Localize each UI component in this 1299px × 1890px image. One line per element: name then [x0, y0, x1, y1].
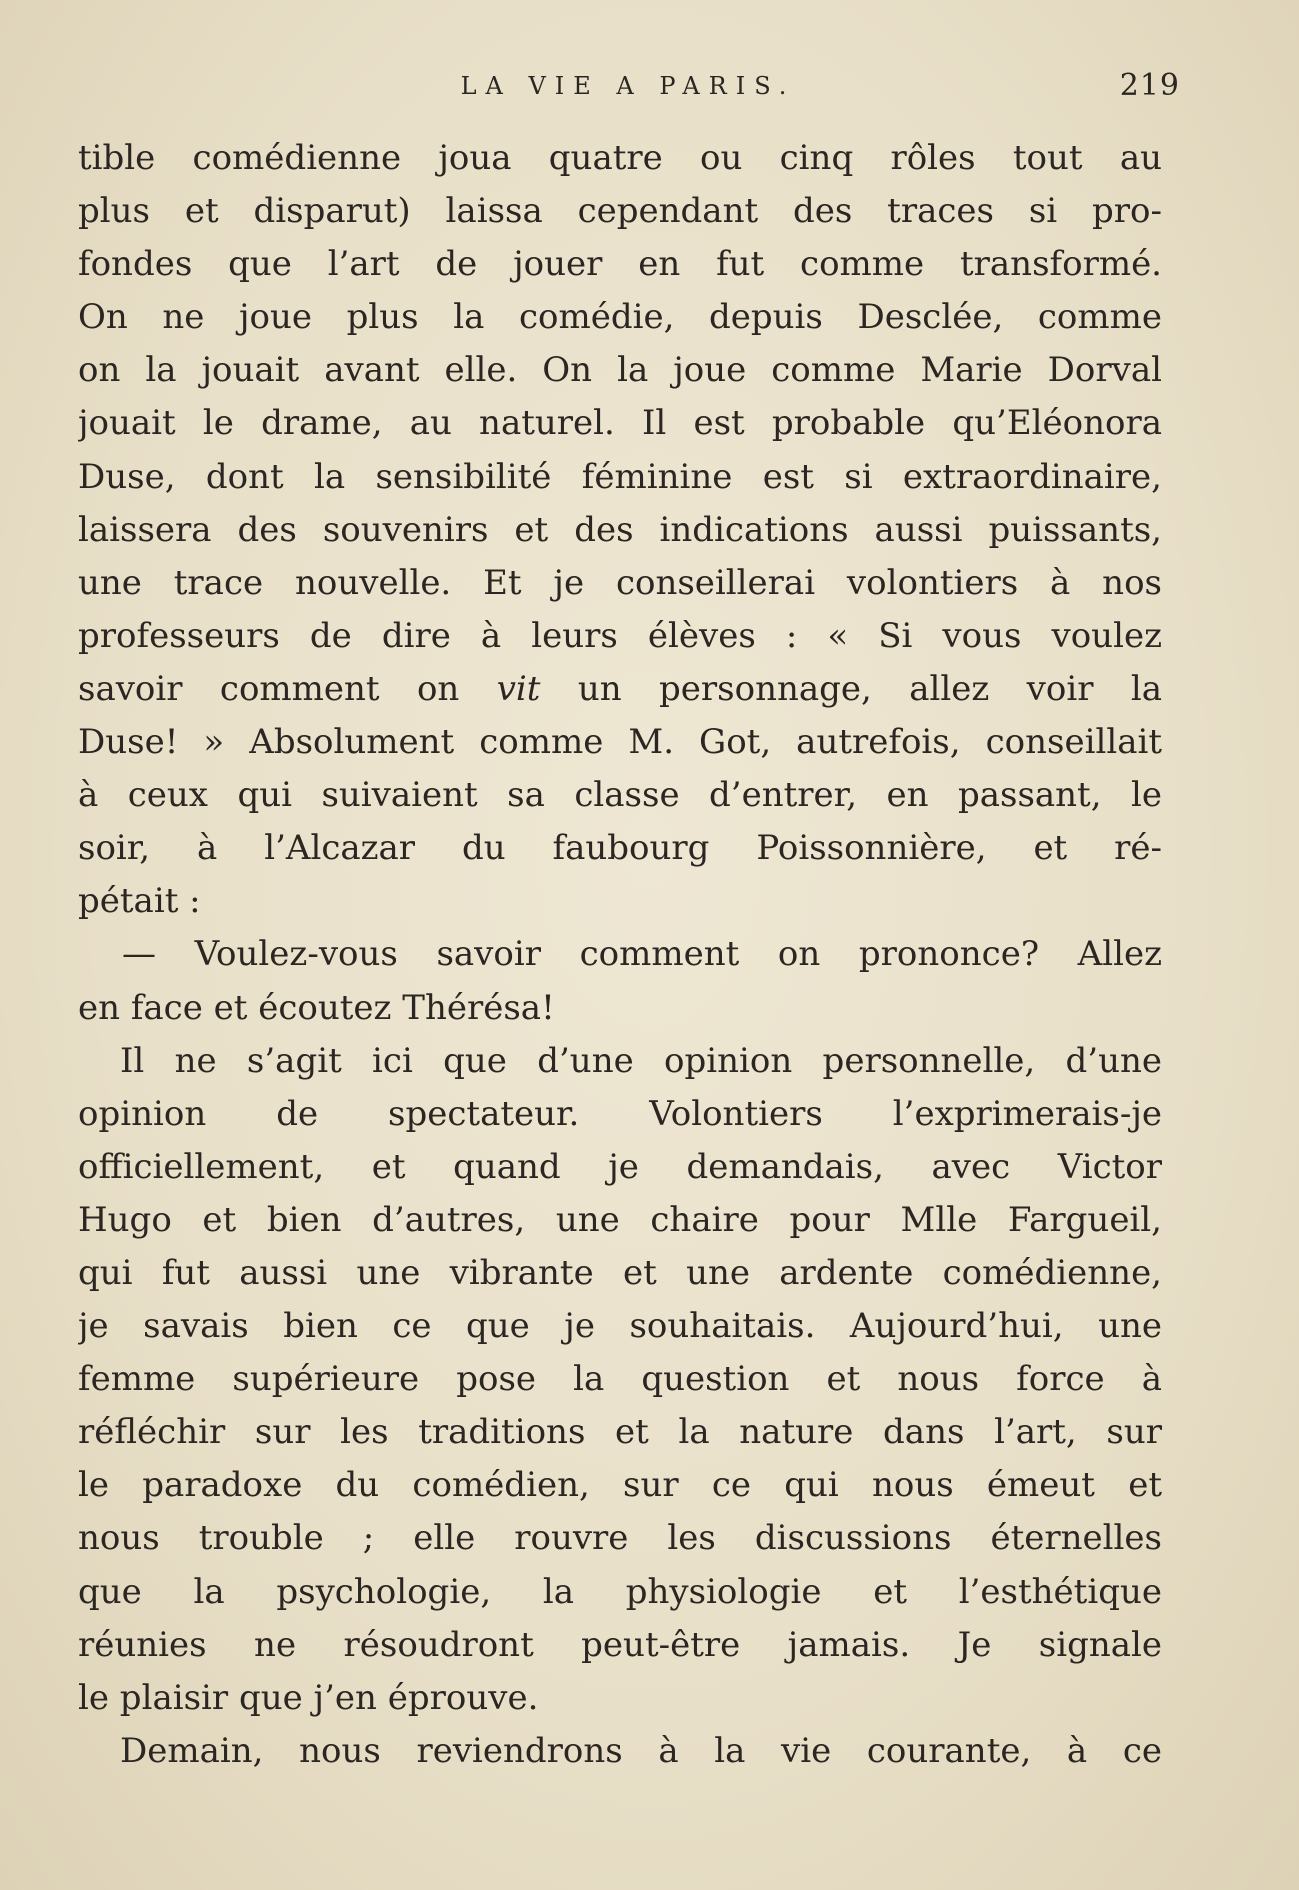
- text-segment: un personnage, allez voir la: [540, 668, 1162, 709]
- text-line: opinion de spectateur. Volontiers l’exprimerais-je: [78, 1093, 1162, 1134]
- running-head: [78, 68, 1178, 108]
- text-line: le paradoxe du comédien, sur ce qui nous émeut et: [78, 1465, 1162, 1506]
- text-line: à ceux qui suivaient sa classe d’entrer, en passant, le: [78, 775, 1162, 816]
- text-line: qui fut aussi une vibrante et une ardente comédienne,: [78, 1252, 1162, 1293]
- text-line: le plaisir que j’en éprouve.: [78, 1677, 539, 1718]
- running-title: LA VIE A PARIS.: [460, 72, 796, 100]
- text-line: on la jouait avant elle. On la joue comme Marie Dorval: [78, 350, 1162, 391]
- text-line: fondes que l’art de jouer en fut comme transformé.: [78, 244, 1162, 285]
- text-line: soir, à l’Alcazar du faubourg Poissonnière, et ré-: [78, 828, 1162, 869]
- text-line: je savais bien ce que je souhaitais. Aujourd’hui, une: [78, 1306, 1162, 1347]
- text-line: Demain, nous reviendrons à la vie courante, à ce: [120, 1730, 1162, 1771]
- text-line: professeurs de dire à leurs élèves : « Si vous voulez: [78, 615, 1162, 656]
- text-line: — Voulez-vous savoir comment on prononce? Allez: [122, 934, 1162, 975]
- text-line: [78, 663, 1162, 716]
- text-line: réunies ne résoudront peut-être jamais. Je signale: [78, 1624, 1162, 1665]
- text-line: Il ne s’agit ici que d’une opinion personnelle, d’une: [120, 1040, 1162, 1081]
- text-line: en face et écoutez Thérésa!: [78, 987, 555, 1028]
- text-line: tible comédienne joua quatre ou cinq rôles tout au: [78, 138, 1162, 178]
- text-line: Duse! » Absolument comme M. Got, autrefois, conseillait: [78, 722, 1162, 763]
- text-line: nous trouble ; elle rouvre les discussions éternelles: [78, 1518, 1162, 1559]
- text-line: laissera des souvenirs et des indications aussi puissants,: [78, 509, 1162, 550]
- text-line: réfléchir sur les traditions et la nature dans l’art, sur: [78, 1412, 1162, 1453]
- text-line: une trace nouvelle. Et je conseillerai volontiers à nos: [78, 562, 1162, 603]
- text-line: jouait le drame, au naturel. Il est probable qu’Eléonora: [78, 403, 1162, 444]
- page-number: 219: [1119, 68, 1180, 103]
- text-line: officiellement, et quand je demandais, avec Victor: [78, 1146, 1162, 1187]
- text-line: Duse, dont la sensibilité féminine est si extraordinaire,: [78, 456, 1162, 497]
- text-line: pétait :: [78, 881, 201, 922]
- text-line: plus et disparut) laissa cependant des traces si pro-: [78, 191, 1162, 232]
- text-line: On ne joue plus la comédie, depuis Desclée, comme: [78, 297, 1162, 338]
- italic-word: vit: [496, 668, 541, 709]
- text-segment: savoir comment on: [78, 668, 497, 709]
- body-text: [78, 132, 1162, 1778]
- text-line: Hugo et bien d’autres, une chaire pour Mlle Fargueil,: [78, 1199, 1162, 1240]
- text-line: que la psychologie, la physiologie et l’esthétique: [78, 1571, 1162, 1612]
- text-line: femme supérieure pose la question et nous force à: [78, 1359, 1162, 1400]
